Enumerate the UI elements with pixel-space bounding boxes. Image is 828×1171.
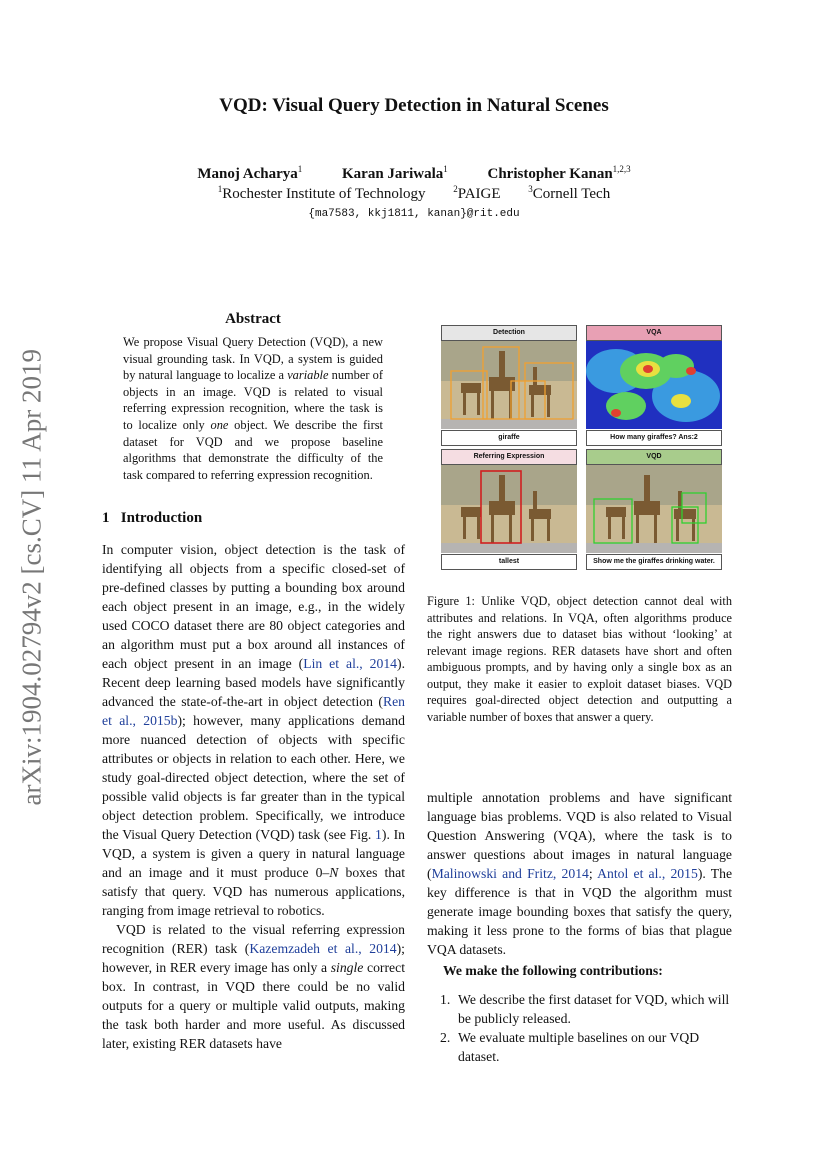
panel-header: Detection [441,325,577,341]
abstract-text: We propose Visual Query Detection (VQD), a new visual grounding task. In VQD, a system is guided by natural language to localize a variable number of objects in an image. VQD is related to visual referring expression recognition, where the task is to localize only one object. We describe the first dataset for VQD and we propose baseline algorithms that demonstrate the difficulty of the task compared to referring expression recognition. [123,335,383,482]
list-item: 1. We describe the first dataset for VQD, which will be publicly released. [440,992,730,1026]
panel-header: VQD [586,449,722,465]
affiliation: $^1$Rochester Institute of Technology [217,184,426,202]
panel-label: tallest [441,554,577,570]
figure-panel-vqa [586,325,722,447]
giraffe-image [586,465,722,553]
author: Manoj Acharya$^1$ [197,164,303,182]
paragraph: multiple annotation problems and have significant language bias problems. VQD is also related to Visual Question Answering (VQA), where the task is to answer questions about images in natural language (Malinowski and Fritz, 2014; Antol et al., 2015). The key difference is that in VQD the algorithm must generate image bounding boxes that satisfy the query, making it less prone to the forms of bias that plague VQA datasets. [427,790,733,957]
panel-label: Show me the giraffes drinking water. [586,554,722,570]
citation-link[interactable]: Ren et al., 2015b [102,694,405,728]
citation-link[interactable]: Kazemzadeh et al., 2014 [249,941,397,956]
intro-column-left [102,540,405,1053]
figure-ref-link[interactable]: 1 [375,827,382,842]
section-heading: 1 Introduction [102,510,203,526]
figure-panel-detection [441,325,577,447]
paragraph: VQD is related to the visual referring expression recognition (RER) task (Kazemzadeh et al., 2014); however, in RER every image has only a single correct box. In contrast, in VQD there could be no valid outputs for a query or multiple valid outputs, making the task both harder and more useful. As discussed later, existing RER datasets have [102,922,405,1051]
citation-link[interactable]: Lin et al., 2014 [303,656,398,671]
panel-label: giraffe [441,430,577,446]
attention-heatmap-image [586,341,722,429]
contributions-heading: We make the following contributions: [443,963,663,978]
figure-caption: Figure 1: Unlike VQD, object detection cannot deal with attributes and relations. In VQA, often algorithms produce the right answers due to dataset bias without ‘looking’ at relevant image regions. RER datasets have short and often ambiguous prompts, and by having only a single box as an output, they make it easier to exploit dataset biases. VQD requires goal-directed object detection and outputting a variable number of boxes that answer a query. [427,594,732,724]
intro-column-right [427,788,732,959]
giraffe-image [441,341,577,429]
author-emails: {ma7583, kkj1811, kanan}@rit.edu [308,208,520,220]
panel-label: How many giraffes? Ans:2 [586,430,722,446]
affiliation: $^3$Cornell Tech [528,184,611,202]
panel-header: VQA [586,325,722,341]
abstract-heading: Abstract [225,311,281,327]
author-list [0,164,828,183]
author: Christopher Kanan$^{1,2,3}$ [487,164,631,182]
figure-panel-vqd [586,449,722,571]
arxiv-stamp: arXiv:1904.02794v2 [cs.CV] 11 Apr 2019 [16,349,47,806]
panel-header: Referring Expression [441,449,577,465]
giraffe-image [441,465,577,553]
list-item: 2. We evaluate multiple baselines on our VQD dataset. [440,1030,700,1064]
author: Karan Jariwala$^1$ [342,164,448,182]
citation-link[interactable]: Malinowski and Fritz, 2014 [431,866,589,881]
figure-panel-referring-expression [441,449,577,571]
affiliation-list [0,184,828,203]
paper-title: VQD: Visual Query Detection in Natural Scenes [219,95,609,116]
paragraph: In computer vision, object detection is the task of identifying all objects from a specific closed-set of pre-defined classes by putting a bounding box around each object present in an image, e.g., in the widely used COCO dataset there are 80 object categories and an algorithm must put a box around all instances of each object present in an image (Lin et al., 2014). Recent deep learning based models have significantly advanced the state-of-the-art in object detection (Ren et al., 2015b); however, many applications demand more nuanced detection of objects with specific attributes or objects in relation to each other. Here, we study goal-directed object detection, where the set of possible valid objects is far greater than in the typical object detection problem. Specifically, we introduce the Visual Query Detection (VQD) task (see Fig. 1). In VQD, a system is given a query in natural language and an image and it must produce 0–N boxes that satisfy that query. VQD has numerous applications, ranging from image retrieval to robotics. [102,542,406,918]
citation-link[interactable]: Antol et al., 2015 [597,866,698,881]
contributions-list [440,990,732,1066]
affiliation: $^2$PAIGE [453,184,501,202]
